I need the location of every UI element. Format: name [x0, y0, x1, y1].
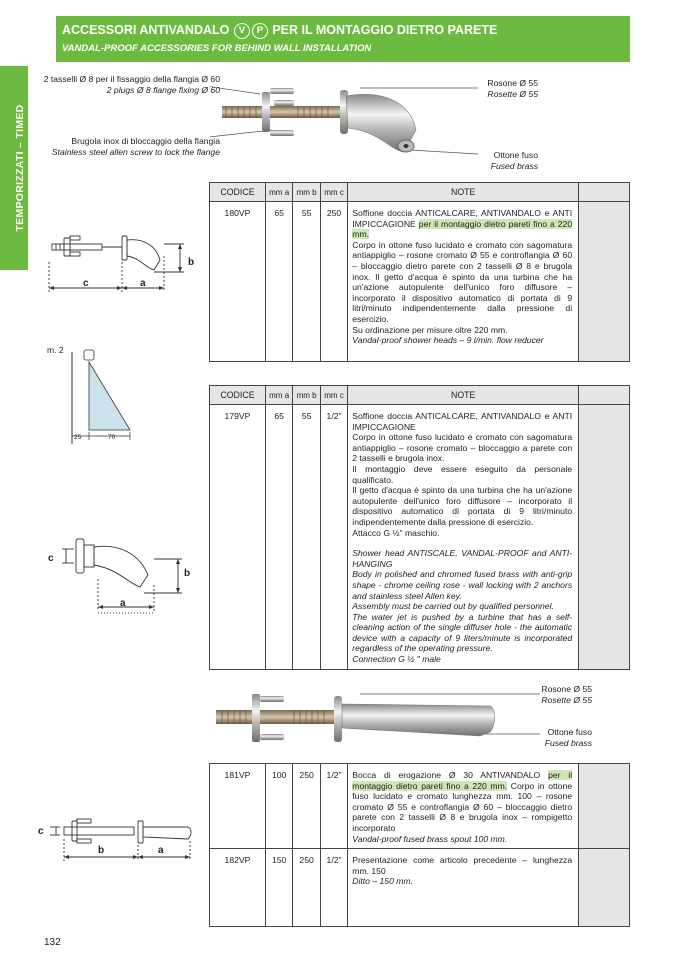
title-part-2: PER IL MONTAGGIO DIETRO PARETE: [272, 23, 498, 37]
badge-v: V: [234, 23, 250, 39]
col-code: CODICE: [210, 183, 266, 202]
note-cell: Soffione doccia ANTICALCARE, ANTIVANDALO e ANTI IMPICCAGIONE per il montaggio dietro pareti fino a 220 mm. Corpo in ottone fuso lucidato e cromato con sagomatura antiappiglio – rosone cromato Ø 55 e controflangia Ø 60 – bloccaggio dietro parete con 2 tasselli Ø 8 e brugola inox. Il getto d'acqua è spinto da una turbina che ha un'azione autopulente dell'unico foro diffusore – incorporato il dispositivo automatico di portata di 9 litri/minuto indipendentemente dalla pressione di esercizio. Su ordinazione per misure oltre 220 mm. Vandal-proof shower heads – 9 l/min. flow reducer: [348, 202, 579, 362]
note-cell: Soffione doccia ANTICALCARE, ANTIVANDALO e ANTI IMPICCAGIONE Corpo in ottone fuso lucidato e cromato con sagomatura antiappiglio – rosone cromato – bloccaggio a parete con 2 tasselli e brugola inox. Il montaggio deve essere eseguito da personale qualificato. Il getto d'acqua è spinto da una turbina che ha un'azione autopulente dell'unico foro diffusore – incorporato il dispositivo automatico di portata di 9 litri/minuto indipendentemente dalla pressione di esercizio. Attacco G ½" maschio. Shower head ANTISCALE, VANDAL-PROOF and ANTI-HANGING Body in polished and chromed fused brass with anti-grip shape - chrome ceiling rose - wall locking with 2 anchors and stainless steel Allen key. Assembly must be carried out by qualified personnel. The water jet is pushed by a turbine that has a self-cleaning action of the single diffuser hole - the automatic device with a capacity of 9 liters/minute is incorporated regardless of the operating pressure. Connection G ½ " male: [348, 405, 579, 670]
plugs-label: 2 tasselli Ø 8 per il fissaggio della flangia Ø 60 2 plugs Ø 8 flange fixing Ø 60: [43, 74, 220, 95]
note-cell: Presentazione come articolo precedente – lunghezza mm. 150 Ditto – 150 mm.: [348, 849, 579, 927]
brass-label-2: Ottone fuso Fused brass: [544, 727, 592, 748]
dim-70: 70: [108, 434, 116, 441]
dim-a: a: [140, 278, 146, 289]
section-subtitle: VANDAL-PROOF ACCESSORIES FOR BEHIND WALL INSTALLATION: [62, 43, 372, 54]
table-181vp-182vp: [209, 763, 630, 927]
rosette-label-2: Rosone Ø 55 Rosette Ø 55: [541, 684, 592, 705]
brass-label: Ottone fuso Fused brass: [490, 150, 538, 171]
table-row: 182VP 150 250 1/2" Presentazione come articolo precedente – lunghezza mm. 150 Ditto – 150 mm.: [210, 849, 630, 927]
col-blank: [579, 183, 630, 202]
side-tab-label: TEMPORIZZATI – TIMED: [14, 104, 26, 232]
dim-b-3: b: [98, 845, 105, 856]
table-180vp: [209, 182, 630, 362]
page-number: 132: [44, 937, 61, 948]
table-row: 181VP 100 250 1/2" Bocca di erogazione Ø 30 ANTIVANDALO per il montaggio dietro pareti fino a 220 mm. Corpo in ottone fuso lucidato e cromato lunghezza mm. 100 – rosone cromato Ø 55 e controflangia Ø 60 – bloccaggio dietro parete con 2 tasselli Ø 8 e brugola inox – rompigetto incorporato Vandal-proof fused brass spout 100 mm.: [210, 764, 630, 849]
dim-b: b: [188, 257, 195, 268]
dim-25: 25: [74, 434, 82, 441]
col-c: mm c: [320, 183, 347, 202]
dim-c-2: c: [48, 553, 54, 564]
screw-label: Brugola inox di bloccaggio della flangia Stainless steel allen screw to lock the flange: [51, 136, 220, 157]
dim-a-2: a: [120, 598, 126, 609]
spout-photo: [210, 686, 540, 756]
rosette-label: Rosone Ø 55 Rosette Ø 55: [487, 78, 538, 99]
badge-p: P: [252, 23, 268, 39]
height-label: m. 2: [47, 345, 64, 355]
dim-c-3: c: [38, 826, 44, 837]
table-row: 179VP 65 55 1/2" Soffione doccia ANTICALCARE, ANTIVANDALO e ANTI IMPICCAGIONE Corpo in ottone fuso lucidato e cromato con sagomatura antiappiglio – rosone cromato – bloccaggio a parete con 2 tasselli e brugola inox. Il montaggio deve essere eseguito da personale qualificato. Il getto d'acqua è spinto da una turbina che ha un'azione autopulente dell'unico foro diffusore – incorporato il dispositivo automatico di portata di 9 litri/minuto indipendentemente dalla pressione di esercizio. Attacco G ½" maschio. Shower head ANTISCALE, VANDAL-PROOF and ANTI-HANGING Body in polished and chromed fused brass with anti-grip shape - chrome ceiling rose - wall locking with 2 anchors and stainless steel Allen key. Assembly must be carried out by qualified personnel. The water jet is pushed by a turbine that has a self-cleaning action of the single diffuser hole - the automatic device with a capacity of 9 liters/minute is incorporated regardless of the operating pressure. Connection G ½ " male: [210, 405, 630, 670]
dim-a-3: a: [158, 845, 164, 856]
title-part-1: ACCESSORI ANTIVANDALO: [62, 23, 230, 37]
dim-c: c: [83, 278, 89, 289]
spray-diagram: [60, 348, 140, 448]
dimension-drawing-179vp: [58, 535, 198, 625]
section-title: [62, 23, 497, 39]
col-a: mm a: [265, 183, 292, 202]
note-cell: Bocca di erogazione Ø 30 ANTIVANDALO per il montaggio dietro pareti fino a 220 mm. Corpo in ottone fuso lucidato e cromato lunghezza mm. 100 – rosone cromato Ø 55 e controflangia Ø 60 – bloccaggio dietro parete con 2 tasselli Ø 8 e brugola inox – rompigetto incorporato Vandal-proof fused brass spout 100 mm.: [348, 764, 579, 849]
table-row: 180VP 65 55 250 Soffione doccia ANTICALCARE, ANTIVANDALO e ANTI IMPICCAGIONE per il montaggio dietro pareti fino a 220 mm. Corpo in ottone fuso lucidato e cromato con sagomatura antiappiglio – rosone cromato Ø 55 e controflangia Ø 60 – bloccaggio dietro parete con 2 tasselli Ø 8 e brugola inox. Il getto d'acqua è spinto da una turbina che ha un'azione autopulente dell'unico foro diffusore – incorporato il dispositivo automatico di portata di 9 litri/minuto indipendentemente dalla pressione di esercizio. Su ordinazione per misure oltre 220 mm. Vandal-proof shower heads – 9 l/min. flow reducer: [210, 202, 630, 362]
shower-head-photo: [210, 70, 540, 170]
section-header: [56, 16, 630, 62]
col-b: mm b: [293, 183, 320, 202]
side-tab: [0, 66, 28, 270]
table-179vp: CODICE mm a mm b mm c NOTE 179VP 65 55 1/2" Soffione doccia ANTICALCARE, ANTIVANDALO e ANTI IMPICCAGIONE Corpo in ottone fuso lucidato e cromato con sagomatura antiappiglio – rosone cromato – bloccaggio a parete con 2 tasselli e brugola inox. Il montaggio deve essere eseguito da personale qualificato. Il getto d'acqua è spinto da una turbina che ha un'azione autopulente dell'unico foro diffusore – incorporato il dispositivo automatico di portata di 9 litri/minuto indipendentemente dalla pressione di esercizio. Attacco G ½" maschio. Shower head ANTISCALE, VANDAL-PROOF and ANTI-HANGING Body in polished and chromed fused brass with anti-grip shape - chrome ceiling rose - wall locking with 2 anchors and stainless steel Allen key. Assembly must be carried out by qualified personnel. The water jet is pushed by a turbine that has a self-cleaning action of the single diffuser hole - the automatic device with a capacity of 9 liters/minute is incorporated regardless of the operating pressure. Connection G ½ " male: [209, 385, 630, 670]
dimension-drawing-180vp: [44, 232, 204, 300]
dimension-drawing-181vp: [50, 815, 200, 865]
col-note: NOTE: [348, 183, 579, 202]
dim-b-2: b: [184, 568, 191, 579]
